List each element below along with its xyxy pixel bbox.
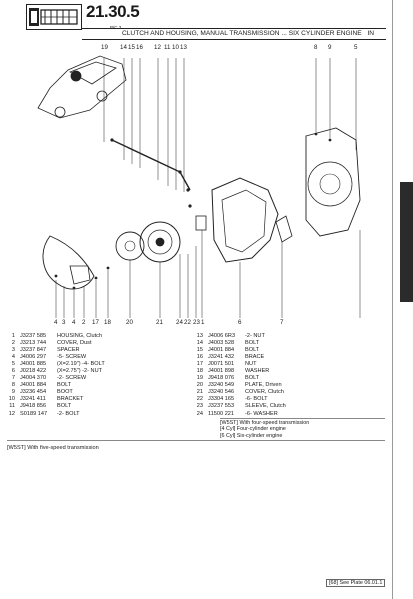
callout-bottom: 21 — [156, 319, 163, 326]
callout-top: 14 — [120, 44, 127, 51]
legend-row: 6 J0218 422 (X=2.75") -2- NUT — [11, 368, 103, 375]
callout-bottom: 24 — [176, 319, 183, 326]
callout-top: 10 — [172, 44, 179, 51]
parts-legend-left — [6, 333, 105, 418]
callout-bottom: 7 — [280, 319, 284, 326]
callout-top: 16 — [136, 44, 143, 51]
callout-bottom: 4 — [54, 319, 58, 326]
callout-bottom: 22 — [184, 319, 191, 326]
page-title-suffix: IN — [367, 30, 375, 37]
callout-bottom: 6 — [238, 319, 242, 326]
legend-row: 2 J3213 744 COVER, Dust — [11, 340, 92, 347]
section-tab-marker — [400, 182, 413, 302]
legend-row: 18 J4001 898 WASHER — [196, 368, 270, 375]
divider — [7, 440, 385, 441]
legend-row: 3 J3237 847 SPACER — [11, 347, 80, 354]
legend-row: 11 J9418 856 BOLT — [9, 403, 72, 410]
legend-row: 10 J3241 411 BRACKET — [8, 396, 84, 403]
callout-bottom: 23 — [193, 319, 200, 326]
callout-top: 5 — [354, 44, 358, 51]
exploded-parts-diagram — [30, 40, 386, 340]
note-line: [6 Cyl] Six-cylinder engine — [220, 432, 283, 439]
callout-top: 11 — [164, 44, 171, 51]
legend-row: 12 S0189 147 -2- BOLT — [8, 410, 80, 417]
callout-top: 12 — [154, 44, 161, 51]
callout-top: 9 — [328, 44, 332, 51]
see-plate-reference: [68] See Plate 06.01.1 — [326, 579, 385, 587]
footnote: [W5ST] With five-speed transmission — [7, 445, 99, 451]
legend-row: 9 J3236 454 BOOT — [11, 389, 73, 396]
page-title-bar — [82, 28, 386, 40]
callout-bottom: 18 — [104, 319, 111, 326]
callout-bottom: 3 — [62, 319, 66, 326]
clutch-housing-illustration — [212, 178, 292, 262]
group-number: 21.30.5 — [86, 2, 140, 21]
legend-row: 19 J9418 076 BOLT — [196, 375, 260, 382]
parts-legend-right — [194, 333, 286, 418]
legend-row: 5 J4001 885 (X=2.19") -4- BOLT — [11, 361, 105, 368]
note-line: [4 Cyl] Four-cylinder engine — [220, 426, 286, 433]
legend-row: 1 J3237 585 HOUSING, Clutch — [11, 333, 103, 339]
legend-row: 14 J4003 528 BOLT — [196, 340, 260, 347]
callout-bottom: 2 — [82, 319, 86, 326]
callout-bottom: 4 — [72, 319, 76, 326]
legend-row: 7 J4004 370 -2- SCREW — [11, 375, 87, 382]
callout-top: 13 — [180, 44, 187, 51]
legend-row: 21 J3240 546 COVER, Clutch — [196, 389, 284, 396]
transmission-logo-icon — [26, 4, 82, 30]
legend-row: 16 J3241 432 BRACE — [196, 354, 265, 361]
legend-row: 24 11500 221 -6- WASHER — [196, 410, 278, 417]
driven-plate-illustration — [116, 232, 144, 260]
clutch-cover-illustration — [140, 222, 180, 262]
legend-row: 20 J3240 549 PLATE, Driven — [196, 382, 282, 389]
note-line: [W5ST] With four-speed transmission — [220, 420, 310, 426]
legend-row: 17 J0071 501 NUT — [196, 361, 257, 368]
legend-row: 8 J4001 884 BOLT — [11, 382, 72, 389]
dust-cover-illustration — [43, 236, 94, 289]
legend-row: 4 J4006 297 -5- SCREW — [11, 354, 87, 361]
callout-top: 19 — [101, 44, 108, 51]
car-illustration — [38, 56, 126, 118]
legend-row: 15 J4001 884 BOLT — [196, 347, 260, 354]
callout-top: 8 — [314, 44, 318, 51]
legend-row: 13 J4006 6R3 -2- NUT — [196, 333, 265, 339]
callout-bottom: 17 — [92, 319, 99, 326]
callout-top: 15 — [128, 44, 135, 51]
legend-row: 23 J3237 553 SLEEVE, Clutch — [196, 403, 286, 410]
group-sub-label: P/C 3 — [110, 25, 122, 30]
page-title: CLUTCH AND HOUSING, MANUAL TRANSMISSION ... SIX CYLINDER ENGINE — [122, 30, 362, 37]
legend-notes — [220, 418, 385, 441]
callout-bottom: 20 — [126, 319, 133, 326]
transmission-case-illustration — [306, 128, 360, 236]
legend-row: 22 J3304 165 -6- BOLT — [196, 396, 268, 403]
clutch-sleeve-illustration — [196, 216, 206, 230]
callout-bottom: 1 — [201, 319, 205, 326]
